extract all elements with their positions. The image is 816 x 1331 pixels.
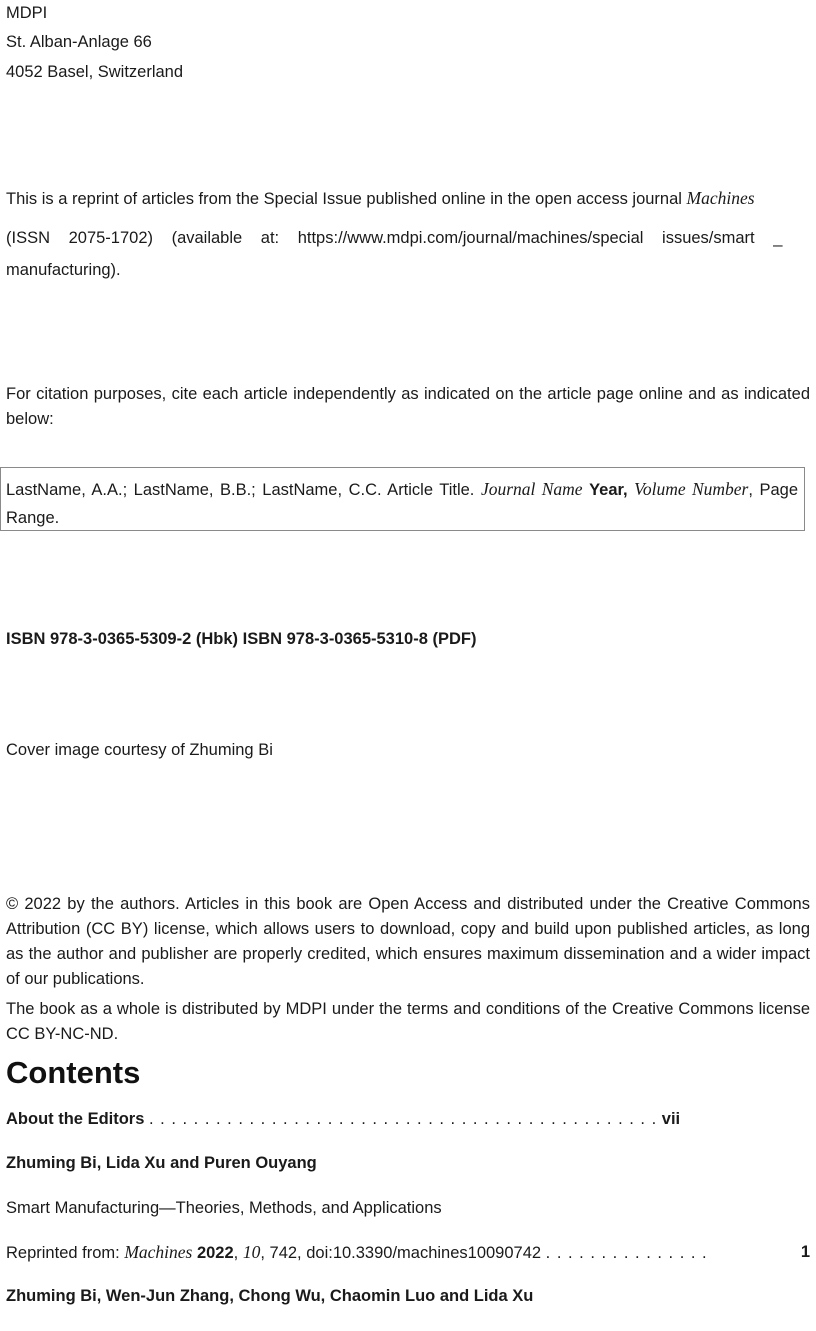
reprint-notice-text: This is a reprint of articles from the Special Issue published online in the open access journal [6, 190, 682, 208]
toc-entry-1-details: , 742, doi:10.3390/machines10090742 [260, 1244, 542, 1262]
toc-entry-2-authors: Zhuming Bi, Wen-Jun Zhang, Chong Wu, Chaomin Luo and Lida Xu [6, 1287, 534, 1305]
toc-entry-1-authors: Zhuming Bi, Lida Xu and Puren Ouyang [6, 1154, 317, 1172]
copyright-paragraph-1: © 2022 by the authors. Articles in this book are Open Access and distributed under the Creative Commons Attribution (CC BY) license, which allows users to download, copy and build upon published articles, as long as the author and publisher are properly credited, which ensures maximum dissemination and a wider impact of our publications. [6, 895, 810, 988]
toc-entry-1-journal: Machines [124, 1242, 193, 1262]
citation-authors-title: LastName, A.A.; LastName, B.B.; LastName, C.C. Article Title. [6, 481, 475, 499]
reprint-notice-line2: (ISSN 2075-1702) (available at: https://www.mdpi.com/journal/machines/special issues/smart _ [6, 229, 783, 247]
contents-heading: Contents [6, 1055, 141, 1090]
toc-about-editors[interactable] [6, 1108, 680, 1130]
toc-about-editors-label: About the Editors [6, 1110, 145, 1128]
publisher-name: MDPI [6, 4, 48, 22]
citation-volume: Volume Number [634, 479, 749, 499]
reprint-notice-line3: manufacturing). [6, 261, 121, 279]
toc-about-editors-page: vii [661, 1110, 681, 1128]
isbn: ISBN 978-3-0365-5309-2 (Hbk) ISBN 978-3-0365-5310-8 (PDF) [6, 630, 477, 648]
citation-template [6, 475, 798, 532]
citation-template-box [0, 467, 805, 531]
copyright-paragraph-2: The book as a whole is distributed by MDPI under the terms and conditions of the Creative Commons license CC BY-NC-ND. [6, 1000, 810, 1043]
toc-entry-1-year: 2022 [196, 1244, 234, 1262]
citation-page-range: , Page Range. [6, 481, 798, 527]
toc-dot-leader: . . . . . . . . . . . . . . . . . . . . . . . . . . . . . . . . . . . . . . . . . . . . . . [149, 1110, 658, 1128]
publisher-street: St. Alban-Anlage 66 [6, 33, 152, 51]
citation-year: Year, [589, 481, 628, 499]
toc-entry-1-reprint: Reprinted from: Machines 2022, 10, 742, doi:10.3390/machines10090742 . . . . . . . . . . . . . . . [6, 1242, 708, 1262]
citation-notice: For citation purposes, cite each article independently as indicated on the article page online and as indicated below: [6, 385, 810, 428]
toc-entry-1-volume: 10 [242, 1242, 261, 1262]
toc-entry-1-reprinted-from: Reprinted from: [6, 1244, 120, 1262]
citation-journal-name: Journal Name [480, 479, 583, 499]
cover-credit: Cover image courtesy of Zhuming Bi [6, 741, 273, 759]
reprint-notice-journal: Machines [686, 188, 755, 208]
toc-entry-1-dots: . . . . . . . . . . . . . . . [545, 1244, 708, 1262]
toc-entry-1-title[interactable]: Smart Manufacturing—Theories, Methods, and Applications [6, 1199, 442, 1217]
publisher-city: 4052 Basel, Switzerland [6, 63, 184, 81]
toc-entry-1-page: 1 [800, 1243, 810, 1261]
reprint-notice-line1 [6, 187, 810, 210]
